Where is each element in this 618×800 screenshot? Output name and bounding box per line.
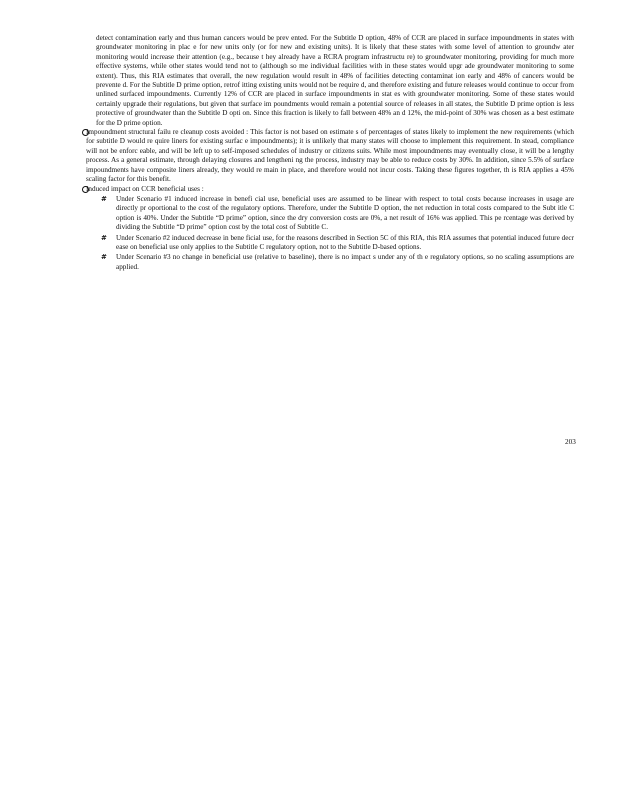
scenario-item-3 (101, 253, 574, 272)
bullet-text: Impoundment structural failu re cleanup costs avoided : This factor is not based on estimate s of percentages of states likely to implement the new requirements (which for subtitle D would re quire liners for existing surfac e impoundments); it is unlikely that many states will choose to implement this requirement. In stead, compliance will not be enforc eable, and will be left up to self-imposed schedules of industry or citizens suits. While most impoundments may eventually close, it will be a lengthy process. As a general estimate, through delaying closures and lengtheni ng the process, industry may be able to reduce costs by 30%. In addition, since 5.5% of surface impoundments have composite liners already, they would re main in place, and therefore would not incur costs. Taking these figures together, th is RIA applies a 45% scaling factor for this benefit. (86, 128, 574, 184)
circle-bullet-icon (82, 186, 89, 193)
circle-bullet-icon (82, 129, 89, 136)
scenario-text: Under Scenario #2 induced decrease in bene ficial use, for the reasons described in Section 5C of this RIA, this RIA assumes that potential induced future decr ease on beneficial use only applies to the Subtitle C regulatory option, not to the Subtitle D-based options. (116, 233, 574, 251)
page-number: 203 (565, 438, 576, 446)
sub-bullet-marker: # (101, 233, 107, 242)
bullet-text: Induced impact on CCR beneficial uses : (86, 184, 204, 193)
scenario-item-2 (101, 233, 574, 253)
scenario-list (101, 194, 574, 272)
sub-bullet-marker: # (101, 194, 107, 203)
scenario-text: Under Scenario #3 no change in beneficial use (relative to baseline), there is no impact s under any of th e regulatory options, so no scaling assumptions are applied. (116, 253, 574, 271)
bullet-item-beneficial-uses (86, 184, 574, 273)
scenario-text: Under Scenario #1 induced increase in benefi cial use, beneficial uses are assumed to be linear with respect to total costs because increases in usage are directly pr oportional to the cost of the regulatory options. Therefore, under the Subtitle D option, the net reduction in total costs compared to the Subt itle C option is 40%. Under the Subtitle “D prime” option, since the dry conversion costs are 0%, a net result of 16% was applied. This pe rcentage was derived by dividing the Subtitle “D prime” option cost by the total cost of Subtitle C. (116, 194, 574, 232)
page-body (86, 34, 574, 273)
bullet-item-impoundment-failure (86, 128, 574, 184)
sub-bullet-marker: # (101, 253, 107, 262)
intro-paragraph: detect contamination early and thus human cancers would be prev ented. For the Subtitle D option, 48% of CCR are placed in surface impoundments in states with groundwater monitoring in plac e for new units only (or for new and existing units). It is likely that these states with some level of attention to groundw ater monitoring would increase their attention (e.g., because t hey already have a RCRA program infrastructu re) to groundwater monitoring, providing for much more effective systems, while other states would tend not to (although so me individual facilities with in these states would upgr ade groundwater monitoring to some extent). Thus, this RIA estimates that overall, the new regulation would result in 48% of facilities detecting contaminat ion early and 48% of cancers would be prevente d. For the Subtitle D prime option, retrof itting existing units would not be require d, and therefore existing and future releases would continue to occur from unlined surfaced impoundments. Currently 12% of CCR are placed in surface impoundments in stat es with groundwater monitoring. Some of these states would certainly upgrade their regulations, but given that surface im poundments would remain a potential source of releases in all states, the Subtitle D prime option is less protective of groundwater than the Subtitle D opti on. Since this fraction is likely to fall between 48% an d 12%, the mid-point of 30% was chosen as a best estimate for the D prime option. (96, 34, 574, 127)
scenario-item-1 (101, 194, 574, 233)
